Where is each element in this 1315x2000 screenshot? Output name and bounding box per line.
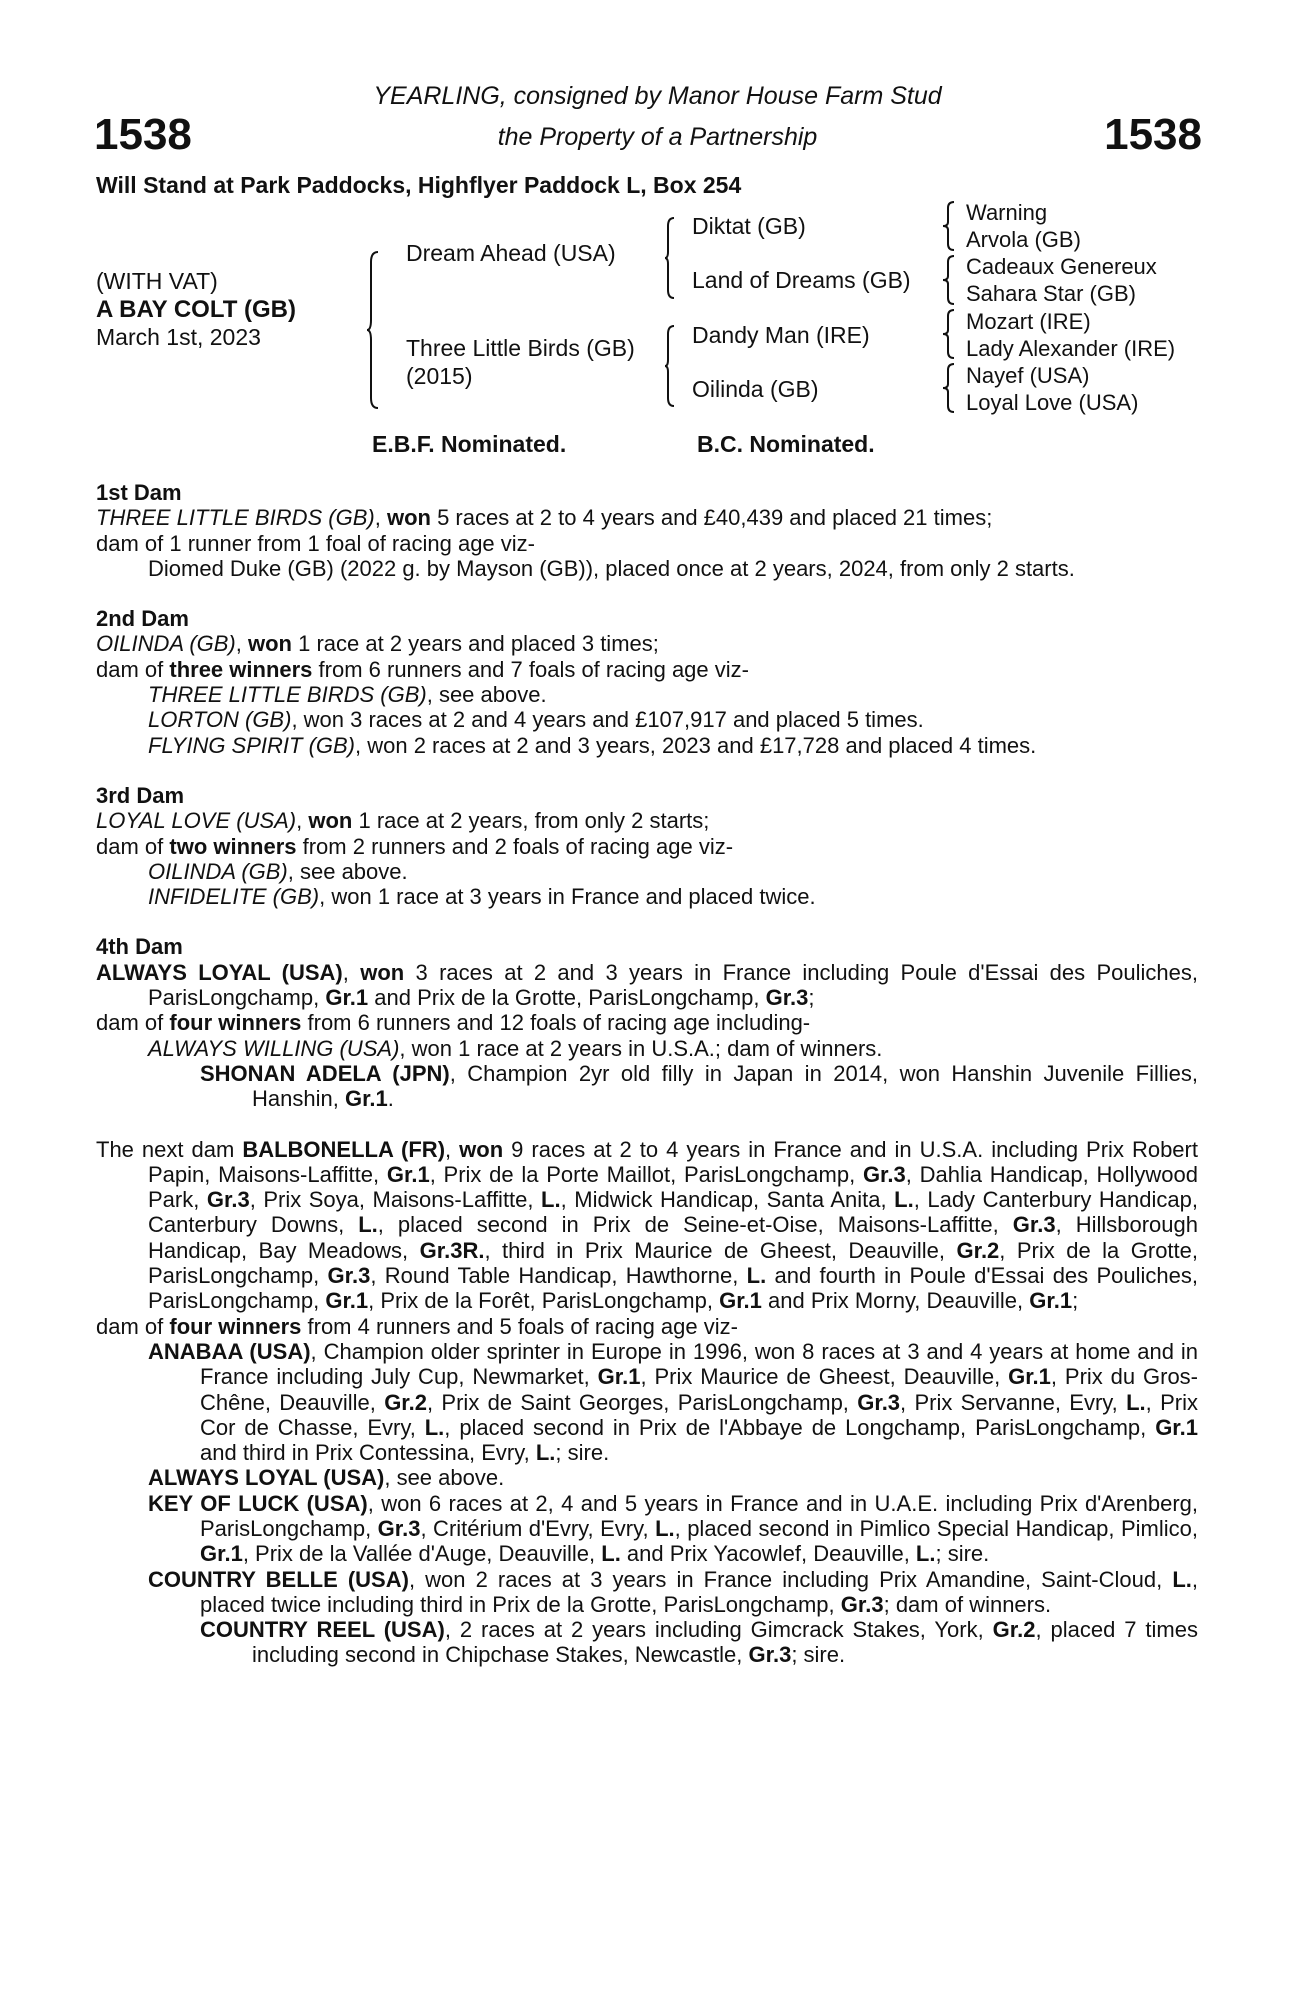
text: , Dahlia Handicap, Hollywood Park, bbox=[148, 1161, 1199, 1213]
text: and Prix Morny, Deauville, bbox=[761, 1288, 1030, 1314]
dam-section bbox=[96, 934, 1198, 1111]
text: , Prix Soya, Maisons-Laffitte, bbox=[249, 1187, 542, 1213]
bold-text: Gr.1 bbox=[597, 1364, 641, 1390]
text: 1 race at 2 years, from only 2 starts; bbox=[352, 808, 710, 834]
bold-text: Gr.3 bbox=[748, 1642, 792, 1668]
bold-text: won bbox=[248, 631, 292, 657]
grandparent: Loyal Love (USA) bbox=[966, 390, 1139, 415]
text: , bbox=[374, 505, 387, 531]
pedigree-brace bbox=[366, 250, 380, 410]
text: , placed second in Prix de l'Abbaye de Longchamp, ParisLongchamp, bbox=[444, 1414, 1156, 1440]
bold-text: ALWAYS LOYAL (USA) bbox=[96, 959, 343, 985]
text: , won 2 races at 3 years in France including Prix Amandine, Saint-Cloud, bbox=[408, 1566, 1173, 1592]
dam-brace bbox=[664, 324, 676, 408]
text: , Prix de la Vallée d'Auge, Deauville, bbox=[242, 1541, 602, 1567]
bold-text: Gr.2 bbox=[384, 1389, 427, 1415]
text: and Prix de la Grotte, ParisLongchamp, bbox=[368, 985, 766, 1011]
bold-text: Gr.3 bbox=[765, 985, 809, 1011]
text: 5 races at 2 to 4 years and £40,439 and placed 21 times; bbox=[430, 505, 993, 531]
produce-record bbox=[96, 1137, 1198, 1314]
bold-text: Gr.3 bbox=[377, 1515, 421, 1541]
bold-text: three winners bbox=[169, 656, 313, 682]
bold-text: Gr.1 bbox=[200, 1541, 243, 1567]
produce-record bbox=[96, 531, 1198, 556]
grandparent: Cadeaux Genereux bbox=[966, 254, 1157, 279]
bold-text: L. bbox=[746, 1263, 767, 1289]
bold-text: Gr.1 bbox=[344, 1086, 388, 1112]
text: from 4 runners and 5 foals of racing age viz- bbox=[301, 1313, 738, 1339]
section-heading: 4th Dam bbox=[96, 934, 183, 960]
vat-note: (WITH VAT) bbox=[96, 268, 218, 294]
text: , placed 7 times including second in Chipchase Stakes, Newcastle, bbox=[252, 1617, 1198, 1668]
produce-record bbox=[96, 631, 1198, 656]
text: . bbox=[387, 1086, 394, 1112]
text: , third in Prix Maurice de Gheest, Deauville, bbox=[484, 1237, 957, 1263]
text: , Midwick Handicap, Santa Anita, bbox=[560, 1187, 895, 1213]
text: , Prix du Gros-Chêne, Deauville, bbox=[200, 1364, 1199, 1415]
grandparent: Lady Alexander (IRE) bbox=[966, 336, 1176, 361]
text: 3 races at 2 and 3 years in France including Poule d'Essai des Pouliches, ParisLongchamp, bbox=[148, 959, 1198, 1011]
bold-text: L. bbox=[358, 1212, 378, 1238]
bold-text: Gr.3R. bbox=[419, 1237, 485, 1263]
bold-text: L. bbox=[535, 1440, 556, 1466]
text: , Prix Servanne, Evry, bbox=[900, 1389, 1127, 1415]
produce-record bbox=[96, 884, 1198, 909]
bold-text: ANABAA (USA) bbox=[148, 1338, 311, 1364]
italic-text: LORTON (GB) bbox=[148, 707, 292, 733]
bc-nomination: B.C. Nominated. bbox=[697, 431, 875, 457]
text: and fourth in Poule d'Essai des Pouliches, ParisLongchamp, bbox=[148, 1263, 1198, 1314]
text: , Prix Maurice de Gheest, Deauville, bbox=[640, 1364, 1009, 1390]
bold-text: Gr.3 bbox=[857, 1389, 901, 1415]
bold-text: BALBONELLA (FR) bbox=[242, 1136, 446, 1162]
text: , bbox=[235, 631, 248, 657]
bold-text: Gr.1 bbox=[386, 1161, 430, 1187]
italic-text: INFIDELITE (GB) bbox=[148, 884, 320, 910]
section-heading: 1st Dam bbox=[96, 480, 182, 505]
produce-record bbox=[96, 733, 1198, 758]
text: , bbox=[342, 959, 361, 985]
text: , Champion 2yr old filly in Japan in 2014, won Hanshin Juvenile Fillies, Hanshin, bbox=[252, 1060, 1198, 1112]
text: , placed second in Pimlico Special Handicap, Pimlico, bbox=[674, 1515, 1198, 1541]
text: ; sire. bbox=[791, 1642, 846, 1668]
bold-text: won bbox=[308, 808, 353, 834]
bold-text: Gr.3 bbox=[862, 1161, 906, 1187]
text: , won 2 races at 2 and 3 years, 2023 and £17,728 and placed 4 times. bbox=[355, 732, 1037, 758]
bold-text: Gr.1 bbox=[1029, 1288, 1073, 1314]
bold-text: Gr.3 bbox=[327, 1263, 371, 1289]
text: dam of bbox=[96, 833, 170, 859]
italic-text: FLYING SPIRIT (GB) bbox=[148, 732, 356, 758]
text: ; sire. bbox=[555, 1440, 610, 1466]
text: , Prix de la Porte Maillot, ParisLongchamp, bbox=[429, 1161, 863, 1187]
bold-text: Gr.1 bbox=[1155, 1414, 1198, 1440]
dam-section bbox=[96, 783, 1198, 909]
text: and third in Prix Contessina, Evry, bbox=[200, 1440, 536, 1466]
lot-number-right: 1538 bbox=[1104, 110, 1202, 159]
text: , 2 races at 2 years including Gimcrack Stakes, York, bbox=[444, 1617, 993, 1643]
produce-record bbox=[96, 808, 1198, 833]
italic-text: OILINDA (GB) bbox=[148, 858, 288, 884]
bold-text: L. bbox=[655, 1515, 675, 1541]
text: , bbox=[296, 808, 309, 834]
lot-number-left: 1538 bbox=[94, 110, 192, 159]
ebf-nomination: E.B.F. Nominated. bbox=[372, 431, 567, 457]
gg-brace-1 bbox=[942, 200, 956, 252]
text: , won 6 races at 2, 4 and 5 years in France and in U.A.E. including Prix d'Arenberg, ParisLongchamp, bbox=[200, 1490, 1198, 1541]
bold-text: L. bbox=[601, 1541, 621, 1567]
bold-text: Gr.1 bbox=[719, 1288, 762, 1314]
produce-record bbox=[96, 682, 1198, 707]
dam: Three Little Birds (GB) bbox=[406, 335, 635, 361]
text: , Lady Canterbury Handicap, Canterbury Downs, bbox=[148, 1187, 1198, 1238]
bold-text: SHONAN ADELA (JPN) bbox=[200, 1060, 450, 1086]
bold-text: won bbox=[386, 505, 431, 531]
text: , Prix de Saint Georges, ParisLongchamp, bbox=[427, 1389, 858, 1415]
text: ; bbox=[1072, 1288, 1079, 1314]
bold-text: L. bbox=[424, 1414, 445, 1440]
bold-text: Gr.3 bbox=[1012, 1212, 1056, 1238]
produce-record bbox=[96, 657, 1198, 682]
italic-text: THREE LITTLE BIRDS (GB) bbox=[96, 505, 375, 531]
catalogue-body bbox=[96, 480, 1198, 1693]
grandparent: Mozart (IRE) bbox=[966, 309, 1091, 334]
text: , Round Table Handicap, Hawthorne, bbox=[370, 1263, 747, 1289]
text: , Champion older sprinter in Europe in 1996, won 8 races at 3 and 4 years at home and in France including July Cup, Newmarket, bbox=[200, 1338, 1198, 1390]
bold-text: Gr.1 bbox=[1008, 1364, 1051, 1390]
gg-brace-2 bbox=[942, 254, 956, 306]
grandparent: Arvola (GB) bbox=[966, 227, 1081, 252]
produce-record bbox=[96, 1036, 1198, 1061]
grandparent: Nayef (USA) bbox=[966, 363, 1090, 388]
bold-text: two winners bbox=[169, 833, 297, 859]
bold-text: Gr.2 bbox=[956, 1237, 1000, 1263]
produce-record bbox=[96, 1314, 1198, 1339]
italic-text: OILINDA (GB) bbox=[96, 631, 236, 657]
gg-brace-3 bbox=[942, 308, 956, 360]
produce-record bbox=[96, 834, 1198, 859]
bold-text: Gr.1 bbox=[325, 1288, 369, 1314]
text: dam of 1 runner from 1 foal of racing age viz- bbox=[96, 530, 535, 556]
bold-text: COUNTRY BELLE (USA) bbox=[148, 1566, 409, 1592]
produce-record bbox=[96, 1567, 1198, 1618]
section-heading: 2nd Dam bbox=[96, 606, 189, 632]
text: The next dam bbox=[96, 1136, 243, 1162]
bold-text: L. bbox=[541, 1187, 561, 1213]
dam-sire: Dandy Man (IRE) bbox=[692, 322, 870, 348]
text: 9 races at 2 to 4 years in France and in U.S.A. including Prix Robert Papin, Maisons-Laffitte, bbox=[148, 1136, 1198, 1187]
text: , Critérium d'Evry, Evry, bbox=[420, 1515, 656, 1541]
text: dam of bbox=[96, 1313, 170, 1339]
text: , Prix de la Forêt, ParisLongchamp, bbox=[368, 1288, 720, 1314]
text: , Hillsborough Handicap, Bay Meadows, bbox=[148, 1212, 1198, 1263]
bold-text: KEY OF LUCK (USA) bbox=[148, 1490, 368, 1516]
horse-name: A BAY COLT (GB) bbox=[96, 296, 297, 323]
bold-text: L. bbox=[1126, 1389, 1146, 1415]
bold-text: Gr.2 bbox=[992, 1617, 1036, 1643]
text: , won 1 race at 3 years in France and placed twice. bbox=[319, 884, 816, 910]
bold-text: ALWAYS LOYAL (USA) bbox=[148, 1465, 385, 1491]
gg-brace-4 bbox=[942, 362, 956, 414]
property-line: the Property of a Partnership bbox=[497, 123, 818, 151]
text: ; dam of winners. bbox=[883, 1591, 1052, 1617]
italic-text: LOYAL LOVE (USA) bbox=[96, 808, 297, 834]
text: , see above. bbox=[287, 858, 408, 884]
text: , see above. bbox=[426, 682, 547, 708]
produce-record bbox=[96, 1010, 1198, 1035]
dam-year: (2015) bbox=[406, 363, 473, 389]
bold-text: COUNTRY REEL (USA) bbox=[200, 1617, 445, 1643]
text: dam of bbox=[96, 656, 170, 682]
bold-text: four winners bbox=[169, 1010, 302, 1036]
dam-dam: Oilinda (GB) bbox=[692, 376, 819, 402]
text: from 2 runners and 2 foals of racing age viz- bbox=[296, 833, 734, 859]
bold-text: four winners bbox=[169, 1313, 302, 1339]
text: , bbox=[445, 1136, 460, 1162]
bold-text: Gr.3 bbox=[840, 1591, 884, 1617]
text: from 6 runners and 7 foals of racing age viz- bbox=[312, 656, 749, 682]
text: from 6 runners and 12 foals of racing age including- bbox=[301, 1010, 811, 1036]
bold-text: Gr.3 bbox=[206, 1187, 250, 1213]
foaling-date: March 1st, 2023 bbox=[96, 324, 261, 350]
text: Diomed Duke (GB) (2022 g. by Mayson (GB)), placed once at 2 years, 2024, from only 2 starts. bbox=[148, 555, 1075, 581]
produce-record bbox=[96, 1617, 1198, 1668]
dam-section bbox=[96, 480, 1198, 581]
produce-record bbox=[96, 1339, 1198, 1465]
italic-text: ALWAYS WILLING (USA) bbox=[148, 1035, 400, 1061]
sire: Dream Ahead (USA) bbox=[406, 240, 616, 266]
produce-record bbox=[96, 556, 1198, 581]
text: , placed twice including third in Prix de la Grotte, ParisLongchamp, bbox=[200, 1566, 1198, 1617]
text: 1 race at 2 years and placed 3 times; bbox=[292, 631, 659, 657]
bold-text: L. bbox=[1172, 1566, 1192, 1592]
produce-record bbox=[96, 1465, 1198, 1490]
bold-text: won bbox=[459, 1136, 504, 1162]
text: dam of bbox=[96, 1010, 170, 1036]
text: and Prix Yacowlef, Deauville, bbox=[620, 1541, 916, 1567]
text: , won 1 race at 2 years in U.S.A.; dam of winners. bbox=[399, 1035, 883, 1061]
section-heading: 3rd Dam bbox=[96, 782, 185, 808]
text: , won 3 races at 2 and 4 years and £107,917 and placed 5 times. bbox=[291, 707, 924, 733]
produce-record bbox=[96, 960, 1198, 1011]
produce-record bbox=[96, 1061, 1198, 1112]
text: , Prix Cor de Chasse, Evry, bbox=[200, 1389, 1198, 1440]
sire-brace bbox=[664, 216, 676, 300]
text: ; bbox=[808, 985, 815, 1011]
produce-record bbox=[96, 505, 1198, 530]
text: , see above. bbox=[384, 1465, 505, 1491]
stand-location: Will Stand at Park Paddocks, Highflyer Paddock L, Box 254 bbox=[96, 172, 742, 198]
sire-dam: Land of Dreams (GB) bbox=[692, 267, 911, 293]
bold-text: won bbox=[360, 959, 405, 985]
italic-text: THREE LITTLE BIRDS (GB) bbox=[148, 682, 427, 708]
bold-text: Gr.1 bbox=[325, 985, 369, 1011]
text: , placed second in Prix de Seine-et-Oise, Maisons-Laffitte, bbox=[377, 1212, 1013, 1238]
grandparent: Sahara Star (GB) bbox=[966, 281, 1136, 306]
sire-sire: Diktat (GB) bbox=[692, 213, 806, 239]
grandparent: Warning bbox=[966, 200, 1048, 225]
text: , Prix de la Grotte, ParisLongchamp, bbox=[148, 1237, 1199, 1289]
dam-section bbox=[96, 1137, 1198, 1668]
text: ; sire. bbox=[935, 1541, 990, 1567]
bold-text: L. bbox=[894, 1187, 914, 1213]
dam-section bbox=[96, 606, 1198, 758]
produce-record bbox=[96, 859, 1198, 884]
produce-record bbox=[96, 1491, 1198, 1567]
consignor-line: YEARLING, consigned by Manor House Farm Stud bbox=[373, 82, 942, 110]
produce-record bbox=[96, 707, 1198, 732]
bold-text: L. bbox=[915, 1541, 936, 1567]
